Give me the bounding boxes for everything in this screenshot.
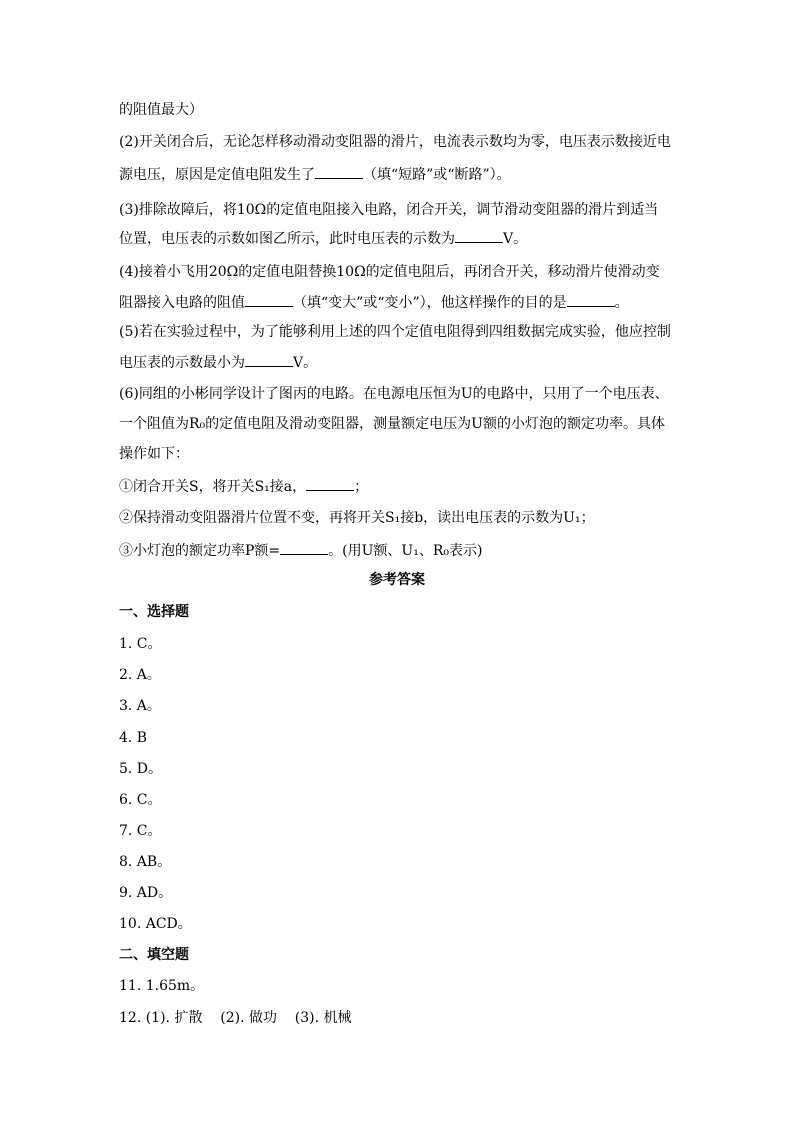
question-line: 一个阻值为R₀的定值电阻及滑动变阻器，测量额定电压为U额的小灯泡的额定功率。具体 [119,416,665,432]
answer-item: 10. ACD。 [119,916,192,932]
question-text: （填“变大”或“变小”），他这样操作的目的是 [293,295,567,311]
question-text: 位置，电压表的示数如图乙所示，此时电压表的示数为 [119,231,455,247]
question-line [119,540,679,561]
question-text: ③小灯泡的额定功率P额= [119,543,281,559]
answer-item: 6. C。 [119,792,162,808]
answer-blank [245,292,293,307]
answer-item: 2. A。 [119,667,161,683]
question-line: 的阻值最大） [119,102,203,118]
answer-item: 9. AD。 [119,885,173,901]
answer-item: 3. A。 [119,698,161,714]
answer-blank [315,164,363,179]
answer-item: 5. D。 [119,761,163,777]
question-line [119,292,679,313]
question-text: ①闭合开关S，将开关S₁接a， [119,479,307,495]
question-text: 。 [614,295,629,311]
question-text: 源电压，原因是定值电阻发生了 [119,167,315,183]
answer-item: 7. C。 [119,823,162,839]
answer-item: 4. B [119,730,148,746]
answer-item: 12. (1). 扩散 (2). 做功 (3). 机械 [119,1010,352,1026]
answers-title: 参考答案 [369,572,425,588]
question-line [119,164,679,185]
question-text: 阻器接入电路的阻值 [119,295,245,311]
answer-item: 1. C。 [119,636,162,652]
answer-item: 11. 1.65m。 [119,978,205,994]
answer-blank [280,540,328,555]
answer-blank [306,476,354,491]
question-line: (4)接着小飞用20Ω的定值电阻替换10Ω的定值电阻后，再闭合开关，移动滑片使滑动变 [119,264,660,280]
question-line: 操作如下： [119,446,189,462]
question-line: ②保持滑动变阻器滑片位置不变，再将开关S₁接b，读出电压表的示数为U₁； [119,510,595,526]
question-text: 电压表的示数最小为 [119,355,245,371]
question-text: ； [354,479,369,495]
question-line: (5)若在实验过程中，为了能够利用上述的四个定值电阻得到四组数据完成实验，他应控制 [119,324,671,340]
section-heading: 二、填空题 [119,947,189,963]
answer-item: 8. AB。 [119,854,172,870]
question-line: (2)开关闭合后，无论怎样移动滑动变阻器的滑片，电流表示数均为零，电压表示数接近电 [119,134,671,150]
question-text: V。 [503,231,528,247]
question-line [119,228,679,249]
answer-blank [245,352,293,367]
question-line [119,476,679,497]
answer-blank [567,292,615,307]
question-text: （填“短路”或“断路”）。 [363,167,511,183]
section-heading: 一、选择题 [119,604,189,620]
question-line: (6)同组的小彬同学设计了图丙的电路。在电源电压恒为U的电路中，只用了一个电压表、 [119,386,669,402]
question-line [119,352,679,373]
question-text: V。 [293,355,318,371]
answer-blank [455,228,503,243]
question-text: 。(用U额、U₁、R₀表示) [328,543,483,559]
question-line: (3)排除故障后，将10Ω的定值电阻接入电路，闭合开关，调节滑动变阻器的滑片到适当 [119,202,659,218]
